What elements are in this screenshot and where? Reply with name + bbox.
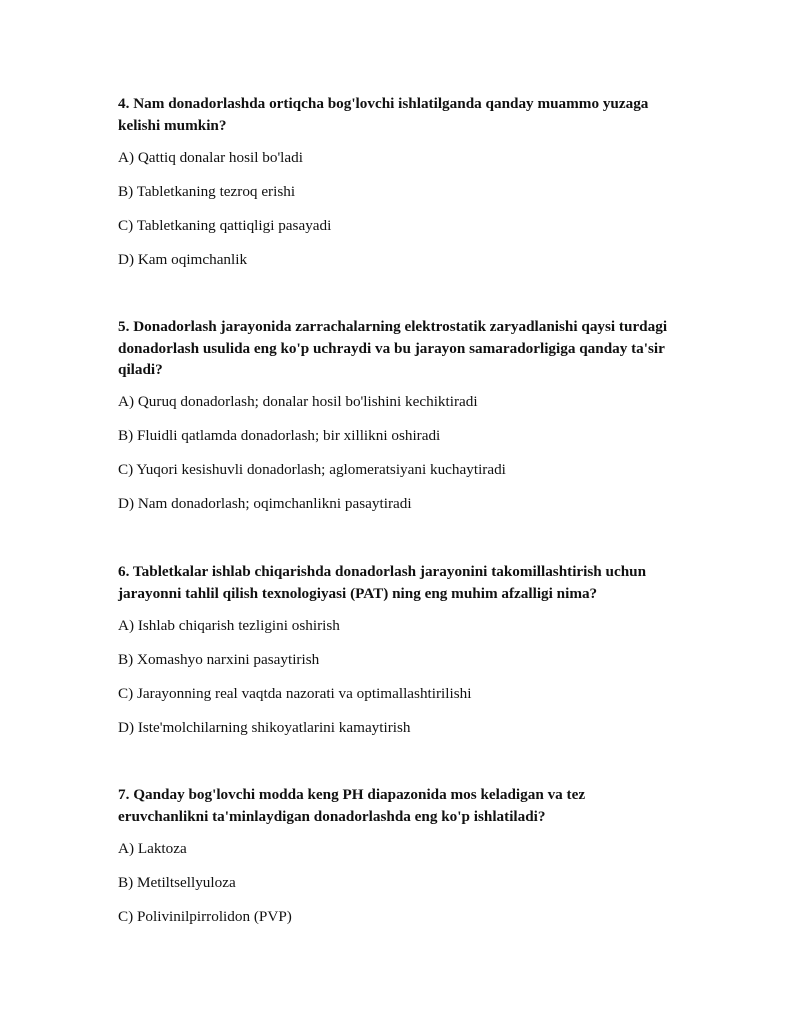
question-5 (118, 316, 678, 512)
answer-option-c: C) Polivinilpirrolidon (PVP) (118, 908, 292, 925)
answer-option-b: B) Fluidli qatlamda donadorlash; bir xillikni oshiradi (118, 427, 441, 444)
answer-option-d: D) Iste'molchilarning shikoyatlarini kamaytirish (118, 719, 411, 736)
question-text: 5. Donadorlash jarayonida zarrachalarning elektrostatik zaryadlanishi qaysi turdagi donadorlash usulida eng ko'p uchraydi va bu jarayon samaradorligiga qanday ta'sir qiladi? (118, 318, 668, 378)
answer-option-b: B) Tabletkaning tezroq erishi (118, 183, 296, 200)
answer-option-d: D) Nam donadorlash; oqimchanlikni pasaytiradi (118, 495, 412, 512)
answer-option-c: C) Tabletkaning qattiqligi pasayadi (118, 217, 332, 234)
question-text: 7. Qanday bog'lovchi modda keng PH diapazonida mos keladigan va tez eruvchanlikni ta'minlaydigan donadorlashda eng ko'p ishlatiladi? (118, 786, 586, 825)
answer-option-d: D) Kam oqimchanlik (118, 251, 248, 268)
answer-option-a: A) Qattiq donalar hosil bo'ladi (118, 149, 303, 166)
question-text: 4. Nam donadorlashda ortiqcha bog'lovchi ishlatilganda qanday muammo yuzaga kelishi mumkin? (118, 95, 649, 134)
answer-option-c: C) Jarayonning real vaqtda nazorati va optimallashtirilishi (118, 685, 472, 702)
answer-option-a: A) Ishlab chiqarish tezligini oshirish (118, 617, 340, 634)
question-text: 6. Tabletkalar ishlab chiqarishda donadorlash jarayonini takomillashtirish uchun jarayonni tahlil qilish texnologiyasi (PAT) ning eng muhim afzalligi nima? (118, 563, 647, 602)
question-7 (118, 784, 678, 925)
answer-option-a: A) Laktoza (118, 840, 187, 857)
answer-option-b: B) Xomashyo narxini pasaytirish (118, 651, 320, 668)
question-6 (118, 561, 678, 736)
question-4 (118, 93, 678, 268)
answer-option-a: A) Quruq donadorlash; donalar hosil bo'lishini kechiktiradi (118, 393, 478, 410)
answer-option-c: C) Yuqori kesishuvli donadorlash; aglomeratsiyani kuchaytiradi (118, 461, 506, 478)
answer-option-b: B) Metiltsellyuloza (118, 874, 236, 891)
